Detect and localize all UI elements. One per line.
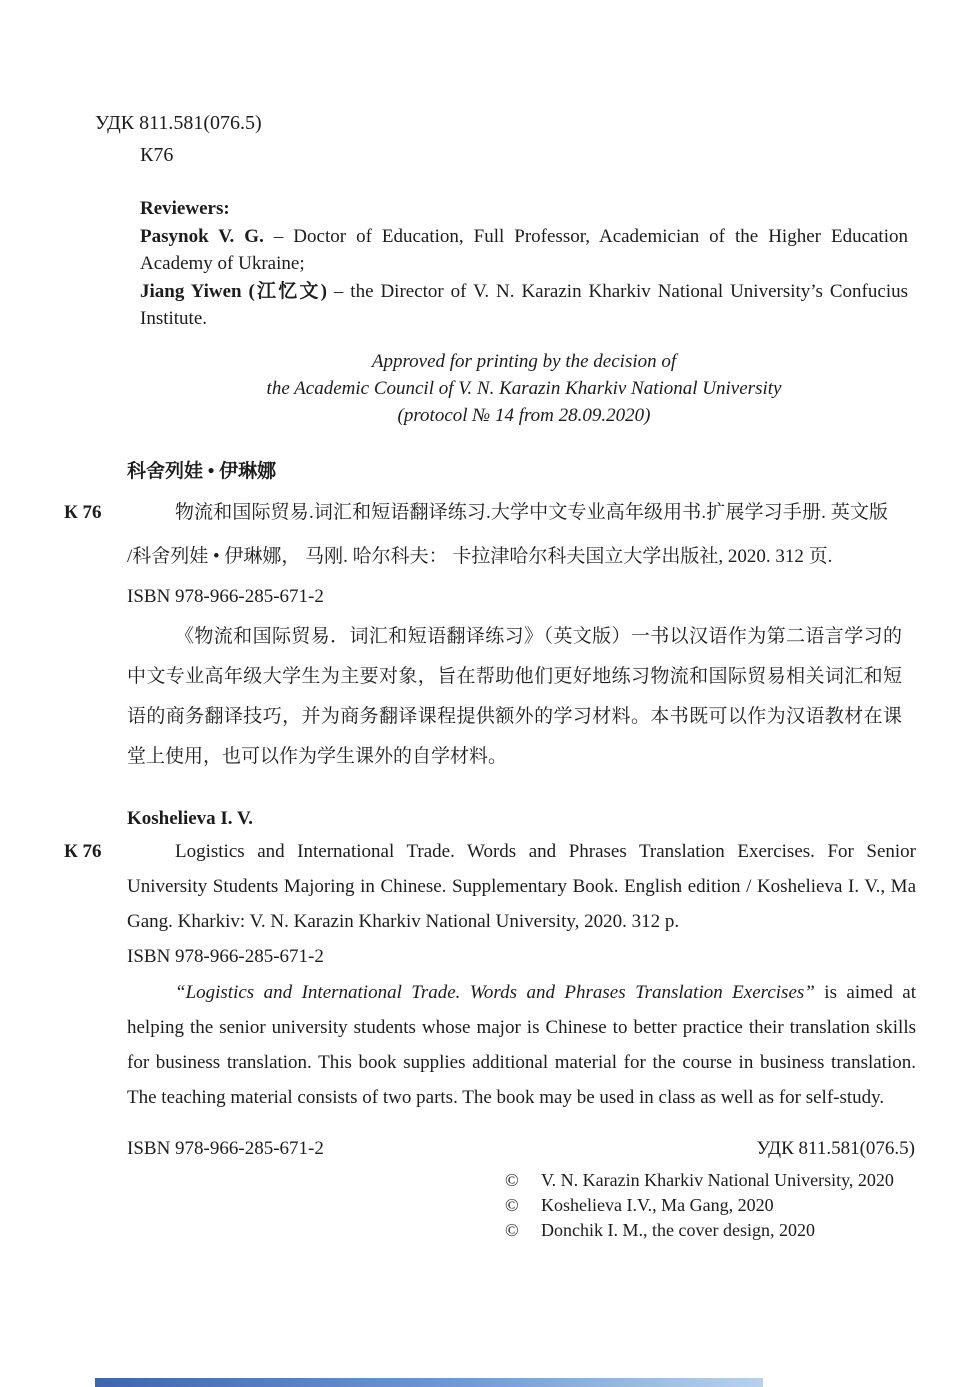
approval-line: (protocol № 14 from 28.09.2020)	[397, 405, 651, 427]
reviewer-name: Jiang Yiwen (江忆文)	[140, 280, 327, 302]
copyright-item	[505, 1193, 915, 1218]
english-citation: Logistics and International Trade. Words and Phrases Translation Exercises. For Senior University Students Majoring in Chinese. Supplementary Book. English edition / Koshelieva I. V., Ma Gang. Kharkiv: V. N. Karazin Kharkiv National University, 2020. 312 p.	[127, 840, 916, 932]
english-abstract-title: “Logistics and International Trade. Words and Phrases Translation Exercises”	[175, 982, 815, 1004]
footer-udk: УДК 811.581(076.5)	[756, 1138, 915, 1160]
reviewer-description: – the Director of V. N. Karazin Kharkiv National University’s Confucius Institute.	[140, 280, 908, 330]
copyright-list	[505, 1168, 915, 1242]
chinese-entry-code: К 76	[64, 501, 102, 523]
approval-line: Approved for printing by the decision of	[371, 350, 677, 372]
bottom-decoration-bar	[95, 1378, 763, 1387]
udk-classification: УДК 811.581(076.5)	[95, 112, 262, 134]
reviewer-entry	[140, 278, 908, 333]
book-code: К76	[140, 144, 174, 166]
copyright-symbol: ©	[505, 1219, 519, 1240]
english-abstract	[127, 976, 916, 1116]
chinese-citation: 物流和国际贸易.词汇和短语翻译练习.大学中文专业高年级用书.扩展学习手册. 英文版 /科舍列娃 • 伊琳娜， 马刚. 哈尔科夫： 卡拉津哈尔科夫国立大学出版社, 2020. 312 页.	[127, 501, 888, 567]
approval-line: the Academic Council of V. N. Karazin Kharkiv National University	[266, 378, 782, 400]
copyright-text: Donchik I. M., the cover design, 2020	[541, 1219, 815, 1240]
english-author-heading: Koshelieva I. V.	[127, 807, 253, 829]
chinese-catalog-entry	[0, 491, 960, 578]
copyright-text: V. N. Karazin Kharkiv National University, 2020	[541, 1170, 894, 1191]
english-isbn: ISBN 978-966-285-671-2	[127, 946, 324, 968]
footer-isbn: ISBN 978-966-285-671-2	[127, 1138, 324, 1160]
reviewer-entry	[140, 223, 908, 278]
reviewer-name: Pasynok V. G.	[140, 225, 264, 247]
english-catalog-entry	[0, 834, 960, 939]
copyright-item	[505, 1218, 915, 1243]
reviewer-description: – Doctor of Education, Full Professor, Academician of the Higher Education Academy of Ukraine;	[140, 225, 908, 275]
copyright-text: Koshelieva I.V., Ma Gang, 2020	[541, 1194, 774, 1215]
copyright-item	[505, 1168, 915, 1193]
reviewers-heading: Reviewers:	[140, 198, 230, 219]
copyright-symbol: ©	[505, 1170, 519, 1191]
english-entry-code: К 76	[64, 840, 102, 862]
approval-note	[140, 348, 908, 430]
english-abstract-text: is aimed at helping the senior university students whose major is Chinese to better practice their translation skills for business translation. This book supplies additional material for the course in business translation. The teaching material consists of two parts. The book may be used in class as well as for self-study.	[127, 982, 916, 1109]
copyright-symbol: ©	[505, 1194, 519, 1215]
chinese-abstract: 《物流和国际贸易．词汇和短语翻译练习》（英文版）一书以汉语作为第二语言学习的中文专业高年级大学生为主要对象，旨在帮助他们更好地练习物流和国际贸易相关词汇和短语的商务翻译技巧，并为商务翻译课程提供额外的学习材料。本书既可以作为汉语教材在课堂上使用，也可以作为学生课外的自学材料。	[127, 625, 902, 768]
chinese-author-heading: 科舍列娃 • 伊琳娜	[127, 460, 277, 482]
reviewers-section	[140, 195, 908, 333]
footer-identifiers	[127, 1138, 915, 1160]
chinese-isbn: ISBN 978-966-285-671-2	[127, 586, 324, 608]
